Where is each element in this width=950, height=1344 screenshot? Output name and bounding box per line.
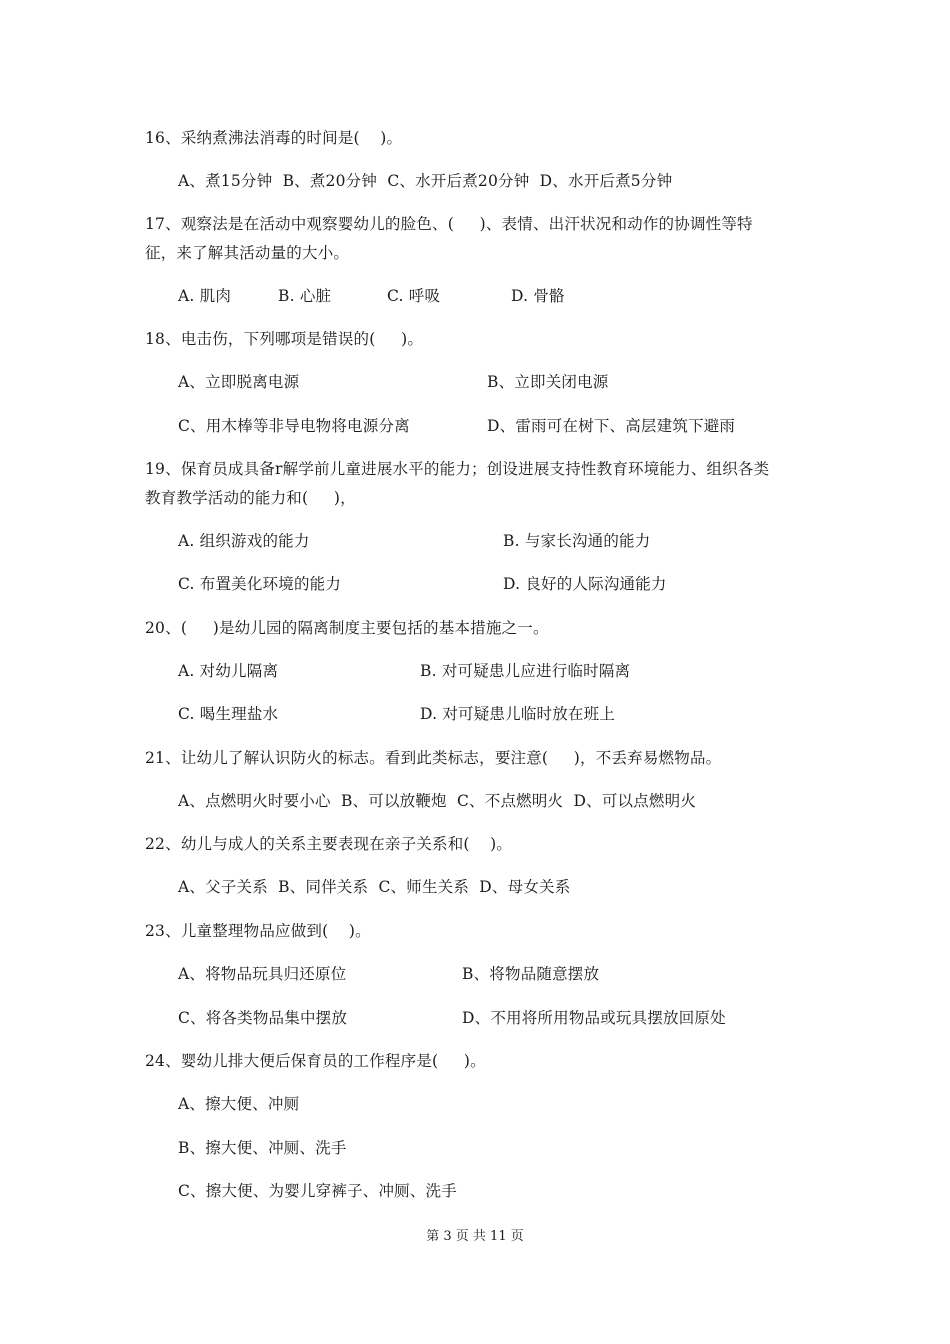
question-17-option-b: B. 心脏 bbox=[278, 287, 332, 305]
question-19-option-a: A. 组织游戏的能力 bbox=[178, 532, 310, 550]
question-19-option-d: D. 良好的人际沟通能力 bbox=[503, 575, 667, 593]
question-21-stem: 21、让幼儿了解认识防火的标志。看到此类标志，要注意( )，不丢弃易燃物品。 bbox=[145, 749, 722, 767]
question-19-stem-line-1: 19、保育员成具备r解学前儿童进展水平的能力；创设进展支持性教育环境能力、组织各类 bbox=[145, 460, 770, 478]
question-23-option-c: C、将各类物品集中摆放 bbox=[178, 1009, 348, 1027]
question-18-option-b: B、立即关闭电源 bbox=[487, 373, 609, 391]
question-23-option-b: B、将物品随意摆放 bbox=[462, 965, 600, 983]
question-22-options: A、父子关系 B、同伴关系 C、师生关系 D、母女关系 bbox=[178, 878, 571, 896]
question-20-option-d: D. 对可疑患儿临时放在班上 bbox=[420, 705, 616, 723]
question-19-option-c: C. 布置美化环境的能力 bbox=[178, 575, 342, 593]
question-20-stem: 20、( )是幼儿园的隔离制度主要包括的基本措施之一。 bbox=[145, 619, 549, 637]
question-24-option-b: B、擦大便、冲厕、洗手 bbox=[178, 1139, 347, 1157]
question-18-option-c: C、用木棒等非导电物将电源分离 bbox=[178, 417, 410, 435]
question-18-option-a: A、立即脱离电源 bbox=[178, 373, 300, 391]
question-17-stem-line-2: 征，来了解其活动量的大小。 bbox=[145, 244, 350, 262]
question-19-option-b: B. 与家长沟通的能力 bbox=[503, 532, 651, 550]
question-16-options: A、煮15分钟 B、煮20分钟 C、水开后煮20分钟 D、水开后煮5分钟 bbox=[178, 172, 673, 190]
question-22-stem: 22、幼儿与成人的关系主要表现在亲子关系和( )。 bbox=[145, 835, 513, 853]
question-23-option-d: D、不用将所用物品或玩具摆放回原处 bbox=[462, 1009, 726, 1027]
question-17-option-d: D. 骨骼 bbox=[511, 287, 565, 305]
question-18-option-d: D、雷雨可在树下、高层建筑下避雨 bbox=[487, 417, 736, 435]
question-24-option-c: C、擦大便、为婴儿穿裤子、冲厕、洗手 bbox=[178, 1182, 457, 1200]
question-16-stem: 16、采纳煮沸法消毒的时间是( )。 bbox=[145, 129, 403, 147]
page-number-footer: 第 3 页 共 11 页 bbox=[426, 1229, 524, 1244]
question-24-option-a: A、擦大便、冲厕 bbox=[178, 1095, 300, 1113]
question-21-options: A、点燃明火时要小心 B、可以放鞭炮 C、不点燃明火 D、可以点燃明火 bbox=[178, 792, 697, 810]
question-17-stem-line-1: 17、观察法是在活动中观察婴幼儿的脸色、( )、表情、出汗状况和动作的协调性等特 bbox=[145, 215, 753, 233]
question-24-stem: 24、婴幼儿排大便后保育员的工作程序是( )。 bbox=[145, 1052, 486, 1070]
question-18-stem: 18、电击伤，下列哪项是错误的( )。 bbox=[145, 330, 424, 348]
question-20-option-b: B. 对可疑患儿应进行临时隔离 bbox=[420, 662, 631, 680]
question-23-option-a: A、将物品玩具归还原位 bbox=[178, 965, 347, 983]
question-17-option-c: C. 呼吸 bbox=[387, 287, 441, 305]
question-23-stem: 23、儿童整理物品应做到( )。 bbox=[145, 922, 371, 940]
question-17-option-a: A. 肌肉 bbox=[178, 287, 232, 305]
question-20-option-a: A. 对幼儿隔离 bbox=[178, 662, 279, 680]
question-19-stem-line-2: 教育教学活动的能力和( )， bbox=[145, 489, 356, 507]
question-20-option-c: C. 喝生理盐水 bbox=[178, 705, 279, 723]
